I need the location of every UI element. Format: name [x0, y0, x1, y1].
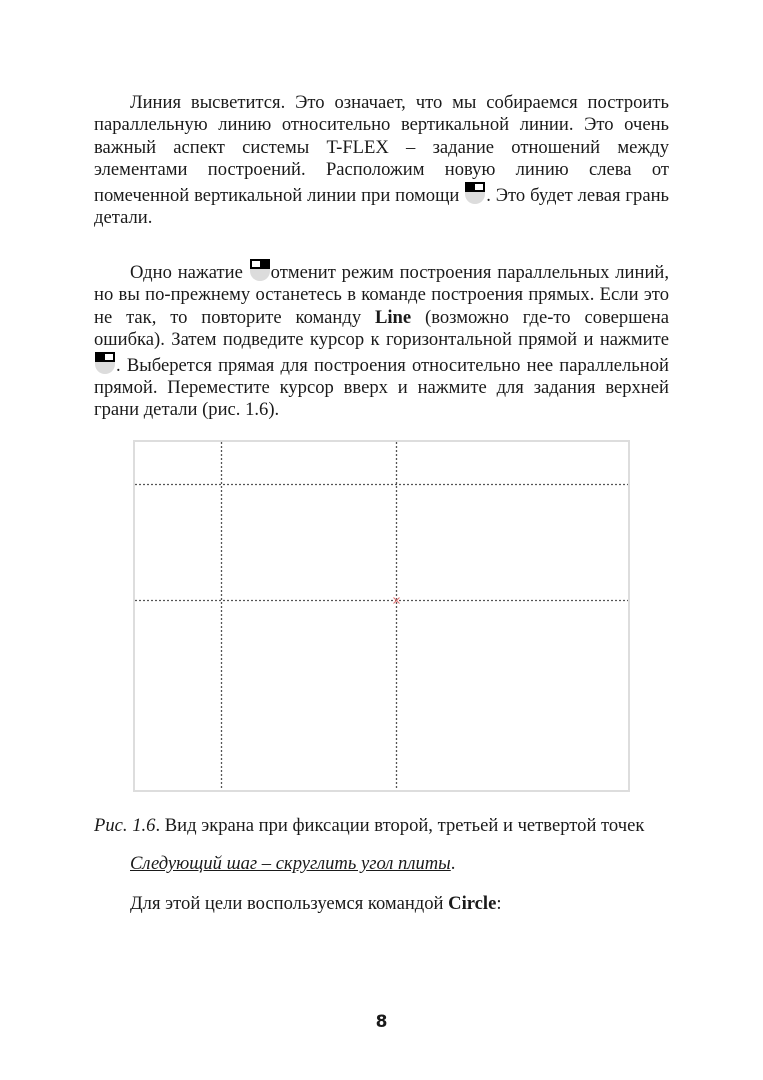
- command-line: Line: [374, 306, 412, 328]
- page-number: 8: [375, 1012, 388, 1032]
- paragraph-circle-command: Для этой цели воспользуемся командой Circle:: [130, 893, 502, 914]
- mouse-left-button-icon: [95, 352, 115, 374]
- figure-construction-lines: [133, 440, 630, 792]
- next-step-heading: Следующий шаг – скруглить угол плиты.: [130, 853, 456, 874]
- construction-lines-canvas: [135, 442, 628, 790]
- mouse-right-button-icon: [250, 259, 270, 281]
- mouse-left-button-icon: [465, 182, 485, 204]
- paragraph-cancel-mode: Одно нажатие отменит режим построения параллельных линий, но вы по-прежнему останетесь в команде построения прямых. Если это не так, то повторите команду Line (возможно где-то совершена ошибка). Затем подведите курсор к горизонтальной прямой и нажмите . Выберется прямая для построения относительно нее параллельной прямой. Переместите курсор вверх и нажмите для задания верхней грани детали (рис. 1.6).: [94, 259, 669, 422]
- paragraph-parallel-line: Линия высветится. Это означает, что мы собираемся построить параллельную линию относительно вертикальной линии. Это очень важный аспект системы T-FLEX – задание отношений между элементами построений. Расположим новую линию слева от помеченной вертикальной линии при помощи . Это будет левая грань детали.: [94, 92, 670, 229]
- figure-label: Рис. 1.6: [94, 815, 156, 836]
- command-circle: Circle: [448, 893, 497, 914]
- figure-caption: Рис. 1.6. Вид экрана при фиксации второй, третьей и четвертой точек: [94, 815, 645, 836]
